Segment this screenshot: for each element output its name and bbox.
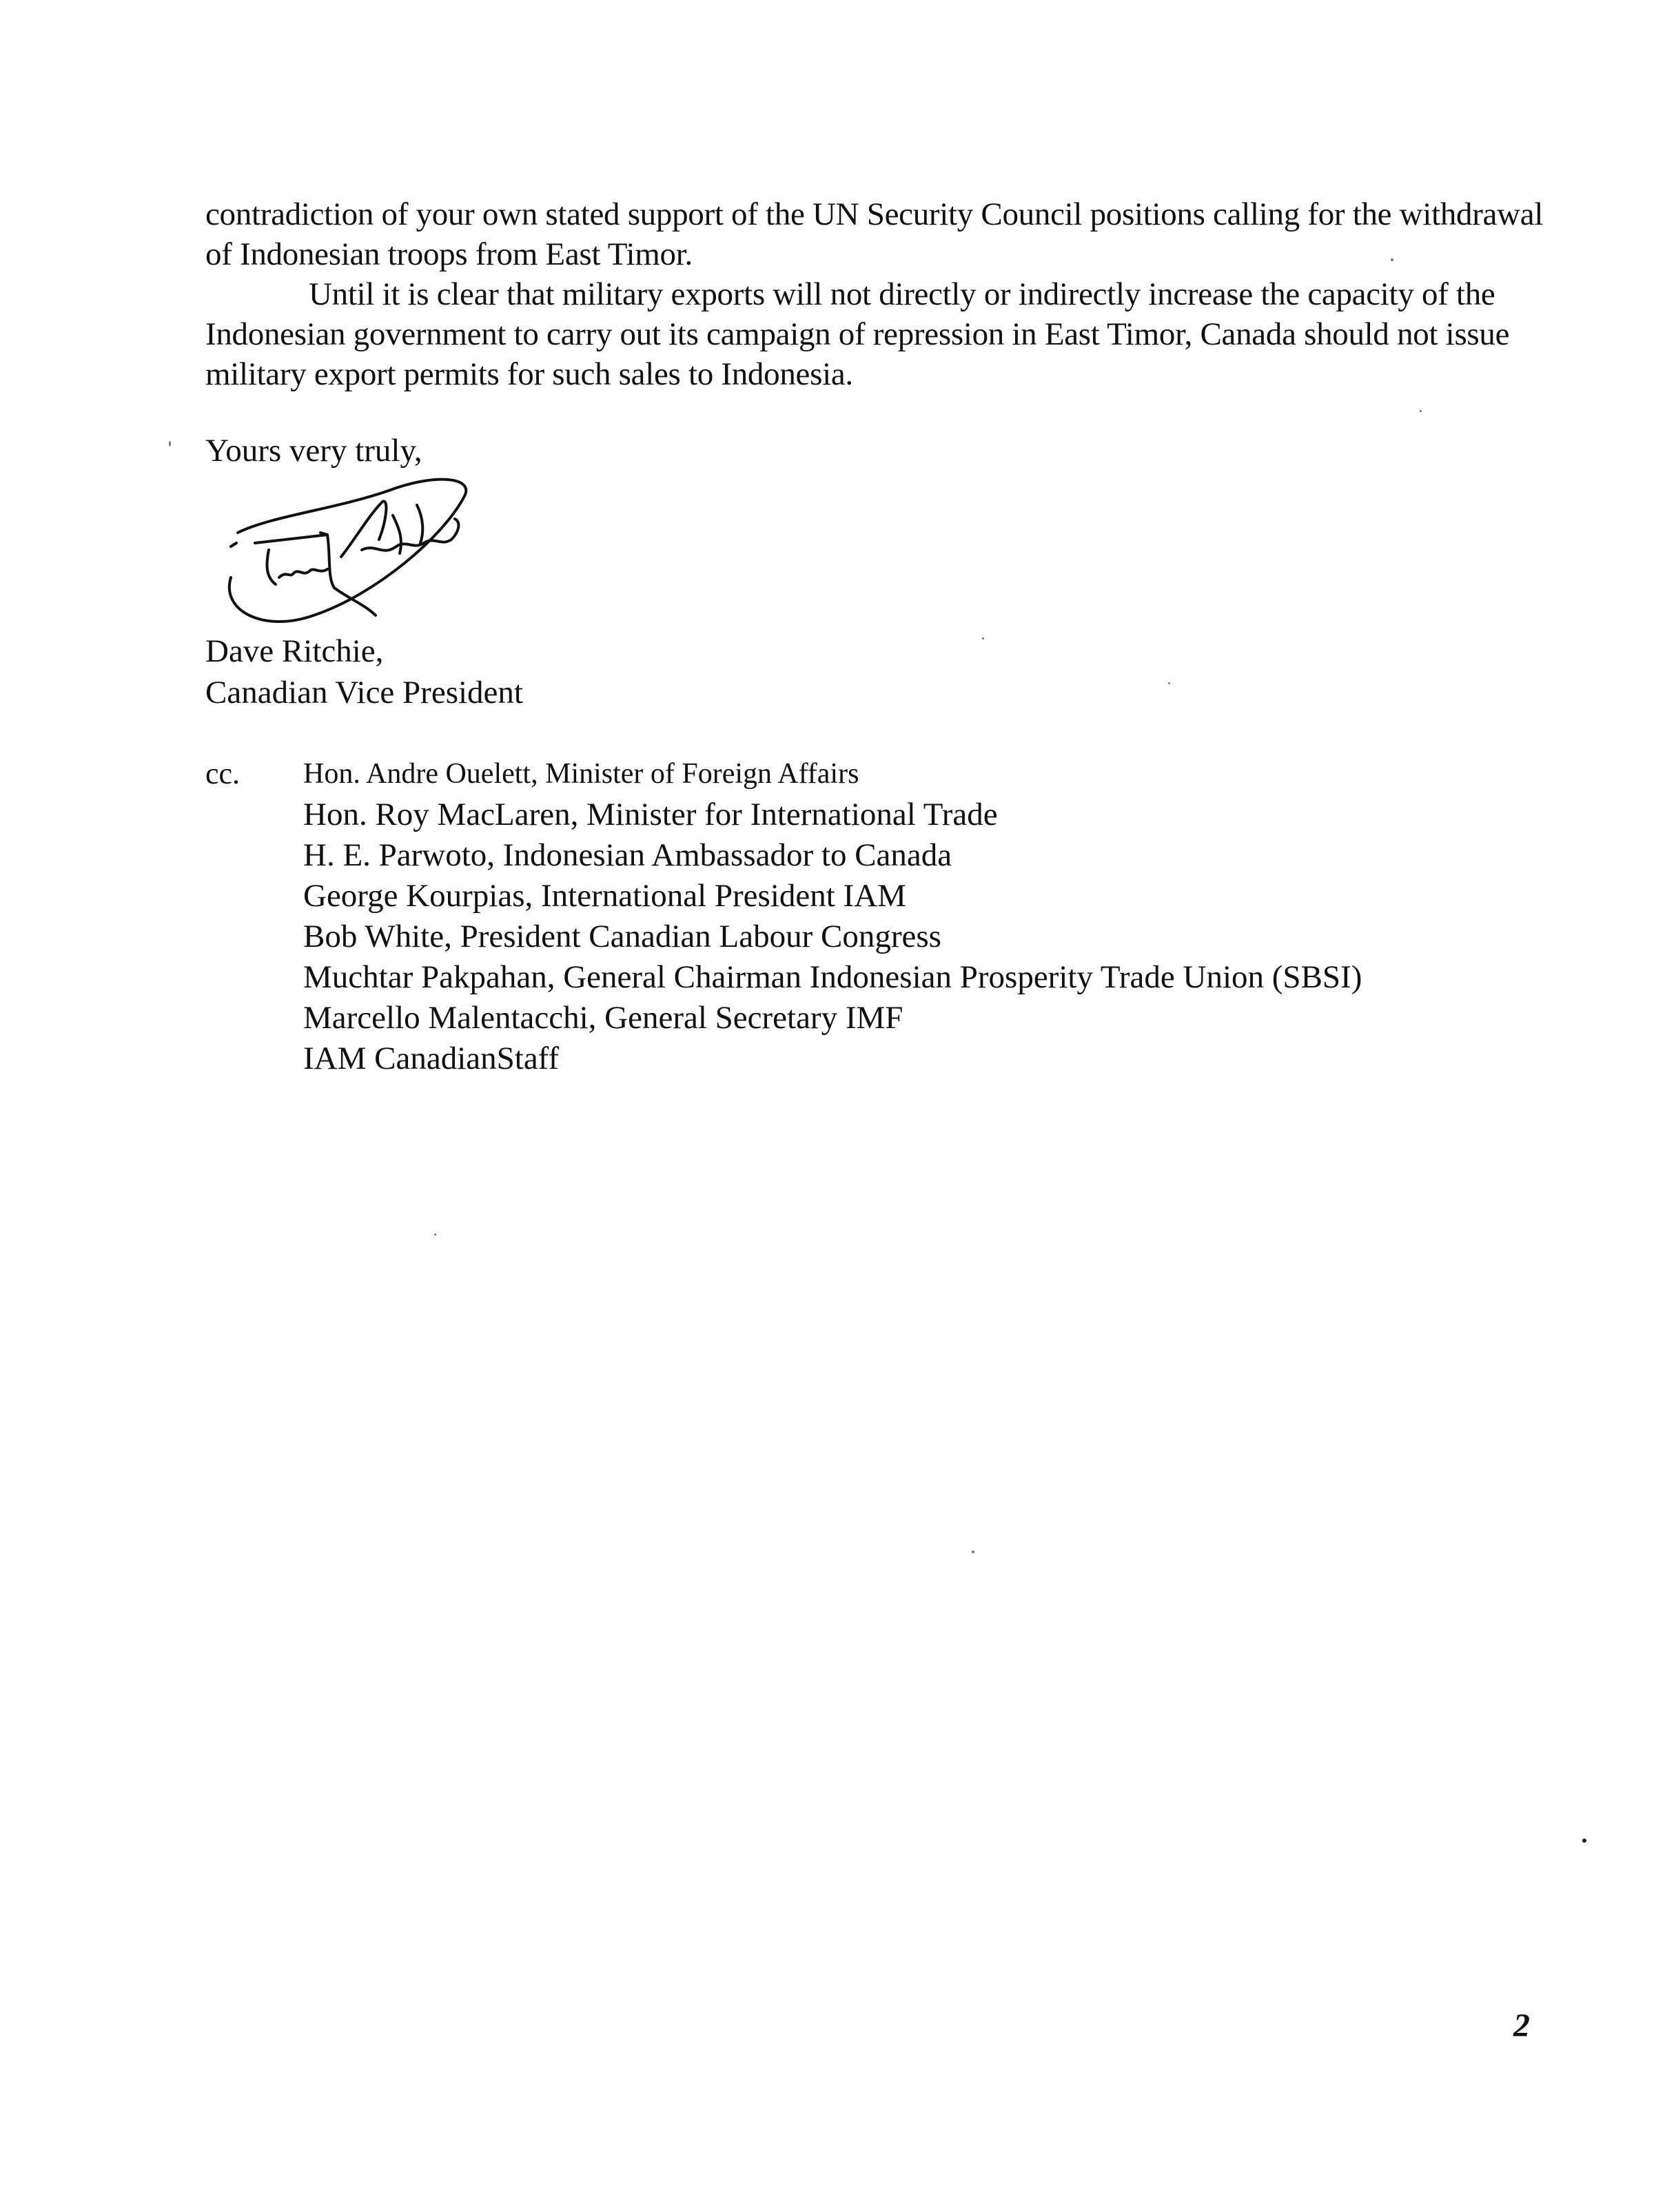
scan-speck: [982, 637, 984, 639]
letter-body: [205, 194, 1549, 394]
cc-recipient: Bob White, President Canadian Labour Congress: [303, 919, 941, 954]
scan-speck: [972, 1550, 974, 1553]
cc-recipient: Marcello Malentacchi, General Secretary IMF: [303, 1000, 903, 1036]
scan-speck: [1420, 410, 1422, 412]
scan-speck: [1168, 682, 1170, 684]
signer-title: Canadian Vice President: [205, 675, 523, 710]
cc-recipient: George Kourpias, International President IAM: [303, 878, 906, 914]
cc-recipient-list: [303, 754, 1362, 1079]
scan-speck: [1582, 1839, 1586, 1843]
cc-recipient: Hon. Andre Ouelett, Minister of Foreign Affairs: [303, 758, 859, 790]
body-paragraph-1: contradiction of your own stated support of the UN Security Council positions calling for the withdrawal of Indonesian troops from East Timor.: [205, 196, 1544, 272]
closing-salutation: Yours very truly,: [205, 433, 422, 469]
cc-recipient: Hon. Roy MacLaren, Minister for International Trade: [303, 797, 998, 832]
scan-speck: [169, 441, 171, 447]
body-paragraph-2: Until it is clear that military exports will not directly or indirectly increase the capacity of the Indonesian government to carry out its campaign of repression in East Timor, Canada should not issue military export permits for such sales to Indonesia.: [205, 276, 1510, 392]
scan-speck: [434, 1233, 436, 1236]
cc-label: cc.: [205, 757, 241, 790]
page-number: 2: [1513, 2007, 1530, 2044]
signature-image: [217, 474, 493, 633]
cc-recipient: Muchtar Pakpahan, General Chairman Indonesian Prosperity Trade Union (SBSI): [303, 959, 1362, 995]
cc-recipient: H. E. Parwoto, Indonesian Ambassador to Canada: [303, 837, 952, 873]
signer-name: Dave Ritchie,: [205, 633, 384, 669]
cc-recipient: IAM CanadianStaff: [303, 1041, 560, 1076]
signer-block: [205, 631, 523, 713]
scan-speck: [1391, 258, 1393, 261]
